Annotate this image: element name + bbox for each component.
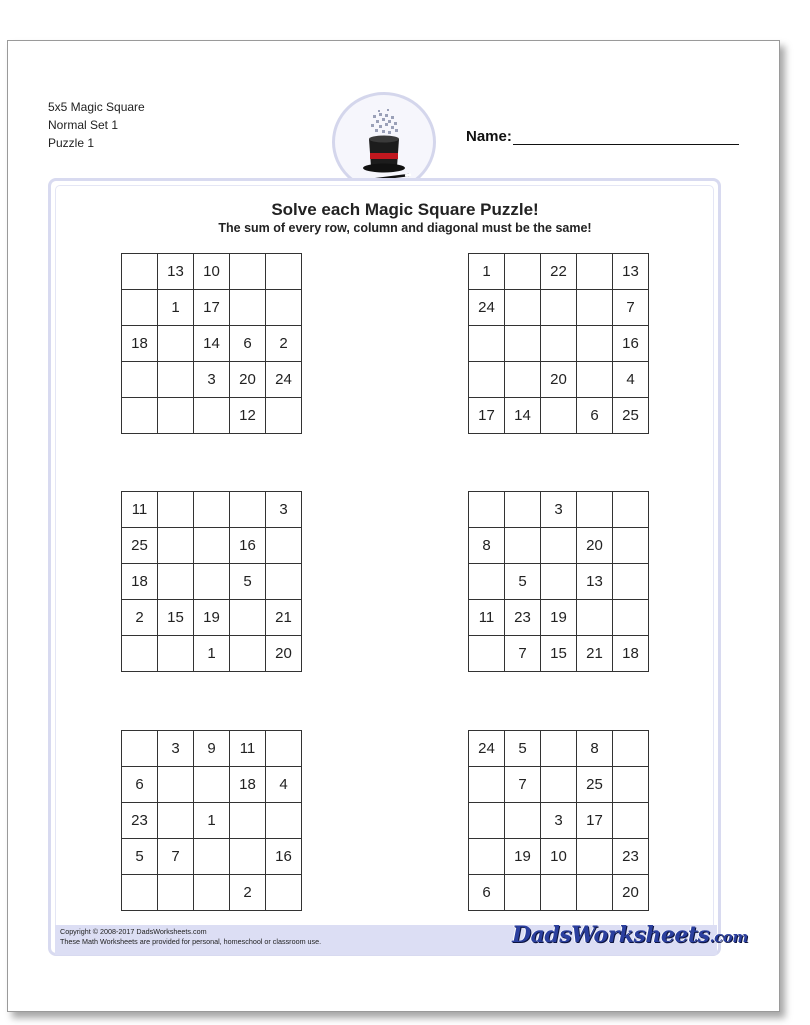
given-number-cell: 6 [577,398,613,434]
empty-cell[interactable] [158,564,194,600]
given-number-cell: 7 [505,636,541,672]
given-number-cell: 13 [577,564,613,600]
empty-cell[interactable] [541,528,577,564]
empty-cell[interactable] [469,492,505,528]
magic-square-4 [468,491,649,672]
empty-cell[interactable] [230,839,266,875]
magic-square-1 [121,253,302,434]
empty-cell[interactable] [505,254,541,290]
empty-cell[interactable] [230,803,266,839]
given-number-cell: 18 [122,326,158,362]
empty-cell[interactable] [577,600,613,636]
empty-cell[interactable] [122,398,158,434]
given-number-cell: 17 [577,803,613,839]
empty-cell[interactable] [158,767,194,803]
brand-suffix: .com [709,928,748,946]
given-number-cell: 12 [230,398,266,434]
given-number-cell: 24 [469,731,505,767]
given-number-cell: 21 [266,600,302,636]
footer-copyright [60,927,321,947]
given-number-cell: 8 [577,731,613,767]
given-number-cell: 6 [469,875,505,911]
empty-cell[interactable] [194,875,230,911]
empty-cell[interactable] [194,564,230,600]
given-number-cell: 5 [122,839,158,875]
instructions-subtitle: The sum of every row, column and diagonal must be the same! [218,221,592,235]
given-number-cell: 20 [230,362,266,398]
empty-cell[interactable] [122,731,158,767]
empty-cell[interactable] [541,875,577,911]
empty-cell[interactable] [613,600,649,636]
given-number-cell: 5 [505,731,541,767]
empty-cell[interactable] [613,731,649,767]
given-number-cell: 4 [266,767,302,803]
name-blank-line[interactable] [513,129,739,145]
empty-cell[interactable] [541,767,577,803]
given-number-cell: 13 [158,254,194,290]
empty-cell[interactable] [469,564,505,600]
worksheet-puzzle-number: Puzzle 1 [48,136,95,150]
worksheet-set: Normal Set 1 [48,118,119,132]
empty-cell[interactable] [266,398,302,434]
empty-cell[interactable] [505,326,541,362]
given-number-cell: 8 [469,528,505,564]
empty-cell[interactable] [577,362,613,398]
given-number-cell: 10 [541,839,577,875]
given-number-cell: 2 [122,600,158,636]
given-number-cell: 18 [122,564,158,600]
empty-cell[interactable] [122,875,158,911]
given-number-cell: 18 [230,767,266,803]
empty-cell[interactable] [469,362,505,398]
given-number-cell: 20 [613,875,649,911]
given-number-cell: 4 [613,362,649,398]
given-number-cell: 9 [194,731,230,767]
given-number-cell: 25 [122,528,158,564]
empty-cell[interactable] [266,803,302,839]
given-number-cell: 3 [158,731,194,767]
given-number-cell: 20 [541,362,577,398]
given-number-cell: 14 [194,326,230,362]
empty-cell[interactable] [266,254,302,290]
given-number-cell: 18 [613,636,649,672]
empty-cell[interactable] [230,492,266,528]
given-number-cell: 16 [230,528,266,564]
empty-cell[interactable] [194,767,230,803]
empty-cell[interactable] [158,803,194,839]
magic-square-2 [468,253,649,434]
empty-cell[interactable] [469,326,505,362]
given-number-cell: 23 [122,803,158,839]
given-number-cell: 3 [541,803,577,839]
given-number-cell: 14 [505,398,541,434]
given-number-cell: 3 [266,492,302,528]
given-number-cell: 23 [505,600,541,636]
given-number-cell: 16 [266,839,302,875]
empty-cell[interactable] [541,326,577,362]
given-number-cell: 13 [613,254,649,290]
given-number-cell: 6 [230,326,266,362]
empty-cell[interactable] [577,875,613,911]
empty-cell[interactable] [266,528,302,564]
magic-square-5 [121,730,302,911]
given-number-cell: 20 [577,528,613,564]
empty-cell[interactable] [505,492,541,528]
empty-cell[interactable] [505,362,541,398]
empty-cell[interactable] [194,839,230,875]
given-number-cell: 1 [194,803,230,839]
empty-cell[interactable] [266,564,302,600]
empty-cell[interactable] [505,528,541,564]
empty-cell[interactable] [158,636,194,672]
empty-cell[interactable] [613,564,649,600]
instructions-title: Solve each Magic Square Puzzle! [271,200,539,219]
given-number-cell: 6 [122,767,158,803]
magic-square-6 [468,730,649,911]
empty-cell[interactable] [158,492,194,528]
empty-cell[interactable] [158,875,194,911]
empty-cell[interactable] [469,839,505,875]
empty-cell[interactable] [541,398,577,434]
empty-cell[interactable] [122,362,158,398]
given-number-cell: 1 [194,636,230,672]
given-number-cell: 19 [194,600,230,636]
empty-cell[interactable] [230,636,266,672]
brand-logo [512,922,748,948]
given-number-cell: 25 [613,398,649,434]
empty-cell[interactable] [613,767,649,803]
given-number-cell: 17 [194,290,230,326]
given-number-cell: 24 [469,290,505,326]
given-number-cell: 19 [541,600,577,636]
name-label: Name: [466,128,512,145]
empty-cell[interactable] [122,254,158,290]
given-number-cell: 1 [469,254,505,290]
empty-cell[interactable] [230,600,266,636]
empty-cell[interactable] [158,398,194,434]
given-number-cell: 7 [505,767,541,803]
empty-cell[interactable] [469,636,505,672]
empty-cell[interactable] [541,731,577,767]
empty-cell[interactable] [266,290,302,326]
empty-cell[interactable] [230,254,266,290]
logo-badge [332,92,436,192]
given-number-cell: 7 [613,290,649,326]
given-number-cell: 7 [158,839,194,875]
copyright-text: Copyright © 2008-2017 DadsWorksheets.com [60,927,207,936]
given-number-cell: 24 [266,362,302,398]
worksheet-type: 5x5 Magic Square [48,100,145,114]
empty-cell[interactable] [577,254,613,290]
empty-cell[interactable] [613,803,649,839]
empty-cell[interactable] [122,290,158,326]
empty-cell[interactable] [577,492,613,528]
empty-cell[interactable] [613,492,649,528]
empty-cell[interactable] [505,803,541,839]
given-number-cell: 19 [505,839,541,875]
given-number-cell: 15 [541,636,577,672]
empty-cell[interactable] [577,839,613,875]
given-number-cell: 3 [194,362,230,398]
given-number-cell: 5 [230,564,266,600]
empty-cell[interactable] [194,528,230,564]
given-number-cell: 25 [577,767,613,803]
empty-cell[interactable] [158,326,194,362]
brand-name: DadsWorksheets [512,922,710,948]
usage-notice: These Math Worksheets are provided for personal, homeschool or classroom use. [60,937,322,946]
empty-cell[interactable] [266,875,302,911]
empty-cell[interactable] [577,326,613,362]
given-number-cell: 10 [194,254,230,290]
given-number-cell: 20 [266,636,302,672]
given-number-cell: 11 [469,600,505,636]
given-number-cell: 15 [158,600,194,636]
magic-hat-icon [335,95,433,189]
given-number-cell: 23 [613,839,649,875]
empty-cell[interactable] [541,564,577,600]
given-number-cell: 16 [613,326,649,362]
empty-cell[interactable] [469,767,505,803]
empty-cell[interactable] [194,492,230,528]
empty-cell[interactable] [158,528,194,564]
given-number-cell: 1 [158,290,194,326]
magic-square-3 [121,491,302,672]
given-number-cell: 22 [541,254,577,290]
given-number-cell: 5 [505,564,541,600]
name-field[interactable] [466,128,739,145]
empty-cell[interactable] [613,528,649,564]
given-number-cell: 17 [469,398,505,434]
empty-cell[interactable] [505,875,541,911]
worksheet-info [48,98,145,152]
empty-cell[interactable] [577,290,613,326]
empty-cell[interactable] [158,362,194,398]
given-number-cell: 2 [266,326,302,362]
empty-cell[interactable] [505,290,541,326]
empty-cell[interactable] [194,398,230,434]
empty-cell[interactable] [230,290,266,326]
given-number-cell: 2 [230,875,266,911]
given-number-cell: 3 [541,492,577,528]
given-number-cell: 21 [577,636,613,672]
empty-cell[interactable] [469,803,505,839]
empty-cell[interactable] [266,731,302,767]
empty-cell[interactable] [122,636,158,672]
given-number-cell: 11 [122,492,158,528]
empty-cell[interactable] [541,290,577,326]
given-number-cell: 11 [230,731,266,767]
